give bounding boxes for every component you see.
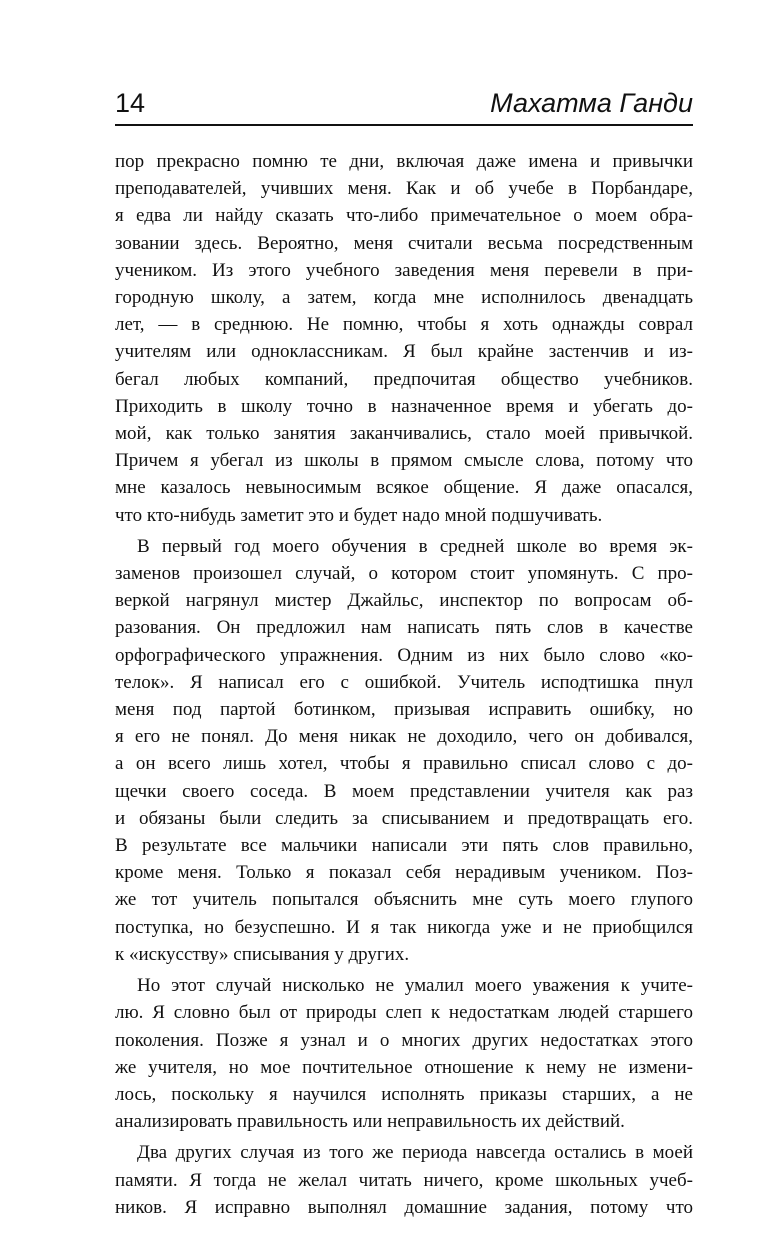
text-line: ников. Я исправно выполнял домашние задания, потому что bbox=[115, 1196, 693, 1218]
paragraph bbox=[115, 533, 693, 968]
book-title: Махатма Ганди bbox=[490, 88, 693, 118]
text-line: телок». Я написал его с ошибкой. Учитель исподтишка пнул bbox=[115, 671, 693, 693]
paragraph bbox=[115, 1139, 693, 1221]
text-line: преподавателей, учивших меня. Как и об учебе в Порбандаре, bbox=[115, 178, 693, 200]
text-line: разования. Он предложил нам написать пять слов в качестве bbox=[115, 617, 693, 639]
text-line: памяти. Я тогда не желал читать ничего, кроме школьных учеб- bbox=[115, 1169, 693, 1191]
text-line: анализировать правильность или неправильность их действий. bbox=[115, 1111, 625, 1133]
text-line: что кто-нибудь заметит это и будет надо мной подшучивать. bbox=[115, 504, 603, 526]
text-line: мой, как только занятия заканчивались, стало моей привычкой. bbox=[115, 423, 693, 445]
text-line: поколения. Позже я узнал и о многих других недостатках этого bbox=[115, 1029, 693, 1051]
book-page bbox=[115, 86, 693, 1221]
text-line: заменов произошел случай, о котором стоит упомянуть. С про- bbox=[115, 563, 693, 585]
text-line: к «искусству» списывания у других. bbox=[115, 943, 410, 965]
text-line: меня под партой ботинком, призывая исправить ошибку, но bbox=[115, 699, 693, 721]
text-line: пор прекрасно помню те дни, включая даже имена и привычки bbox=[115, 151, 693, 172]
text-line: веркой нагрянул мистер Джайльс, инспектор по вопросам об- bbox=[115, 590, 693, 612]
text-line: лю. Я словно был от природы слеп к недостаткам людей старшего bbox=[115, 1002, 693, 1024]
text-line: я его не понял. До меня никак не доходило, чего он добивался, bbox=[115, 726, 693, 748]
page-number: 14 bbox=[115, 88, 146, 118]
text-line: учеником. Из этого учебного заведения меня перевели в при- bbox=[115, 259, 693, 281]
text-line: Два других случая из того же периода навсегда остались в моей bbox=[137, 1142, 693, 1164]
text-line: бегал любых компаний, предпочитая общество учебников. bbox=[115, 368, 693, 390]
text-line: В первый год моего обучения в средней школе во время эк- bbox=[137, 535, 693, 557]
text-line: Приходить в школу точно в назначенное время и убегать до- bbox=[115, 395, 693, 417]
text-line: зовании здесь. Вероятно, меня считали весьма посредственным bbox=[115, 232, 693, 254]
text-line: же тот учитель попытался объяснить мне суть моего глупого bbox=[115, 889, 693, 911]
text-line: лось, поскольку я научился исполнять приказы старших, а не bbox=[115, 1083, 693, 1105]
paragraph bbox=[115, 972, 693, 1135]
text-line: городную школу, а затем, когда мне исполнилось двенадцать bbox=[115, 287, 693, 309]
paragraph bbox=[115, 148, 693, 529]
text-line: поступка, но безуспешно. И я так никогда уже и не приобщился bbox=[115, 916, 693, 938]
text-line: лет, — в среднюю. Не помню, чтобы я хоть однажды соврал bbox=[115, 314, 693, 336]
text-line: я едва ли найду сказать что-либо примечательное о моем обра- bbox=[115, 205, 693, 227]
text-line: и обязаны были следить за списыванием и предотвращать его. bbox=[115, 807, 693, 829]
running-header bbox=[115, 86, 693, 126]
body-text bbox=[115, 148, 693, 1221]
text-line: Но этот случай нисколько не умалил моего уважения к учите- bbox=[137, 975, 693, 997]
text-line: а он всего лишь хотел, чтобы я правильно списал слово с до- bbox=[115, 753, 693, 775]
text-line: В результате все мальчики написали эти пять слов правильно, bbox=[115, 835, 693, 857]
text-line: щечки своего соседа. В моем представлении учителя как раз bbox=[115, 780, 693, 802]
text-line: Причем я убегал из школы в прямом смысле слова, потому что bbox=[115, 450, 693, 472]
text-line: учителям или одноклассникам. Я был крайне застенчив и из- bbox=[115, 341, 693, 363]
text-line: мне казалось невыносимым всякое общение. Я даже опасался, bbox=[115, 477, 693, 499]
text-line: же учителя, но мое почтительное отношение к нему не измени- bbox=[115, 1056, 693, 1078]
text-line: кроме меня. Только я показал себя нерадивым учеником. Поз- bbox=[115, 862, 693, 884]
text-line: орфографического упражнения. Одним из них было слово «ко- bbox=[115, 644, 693, 666]
